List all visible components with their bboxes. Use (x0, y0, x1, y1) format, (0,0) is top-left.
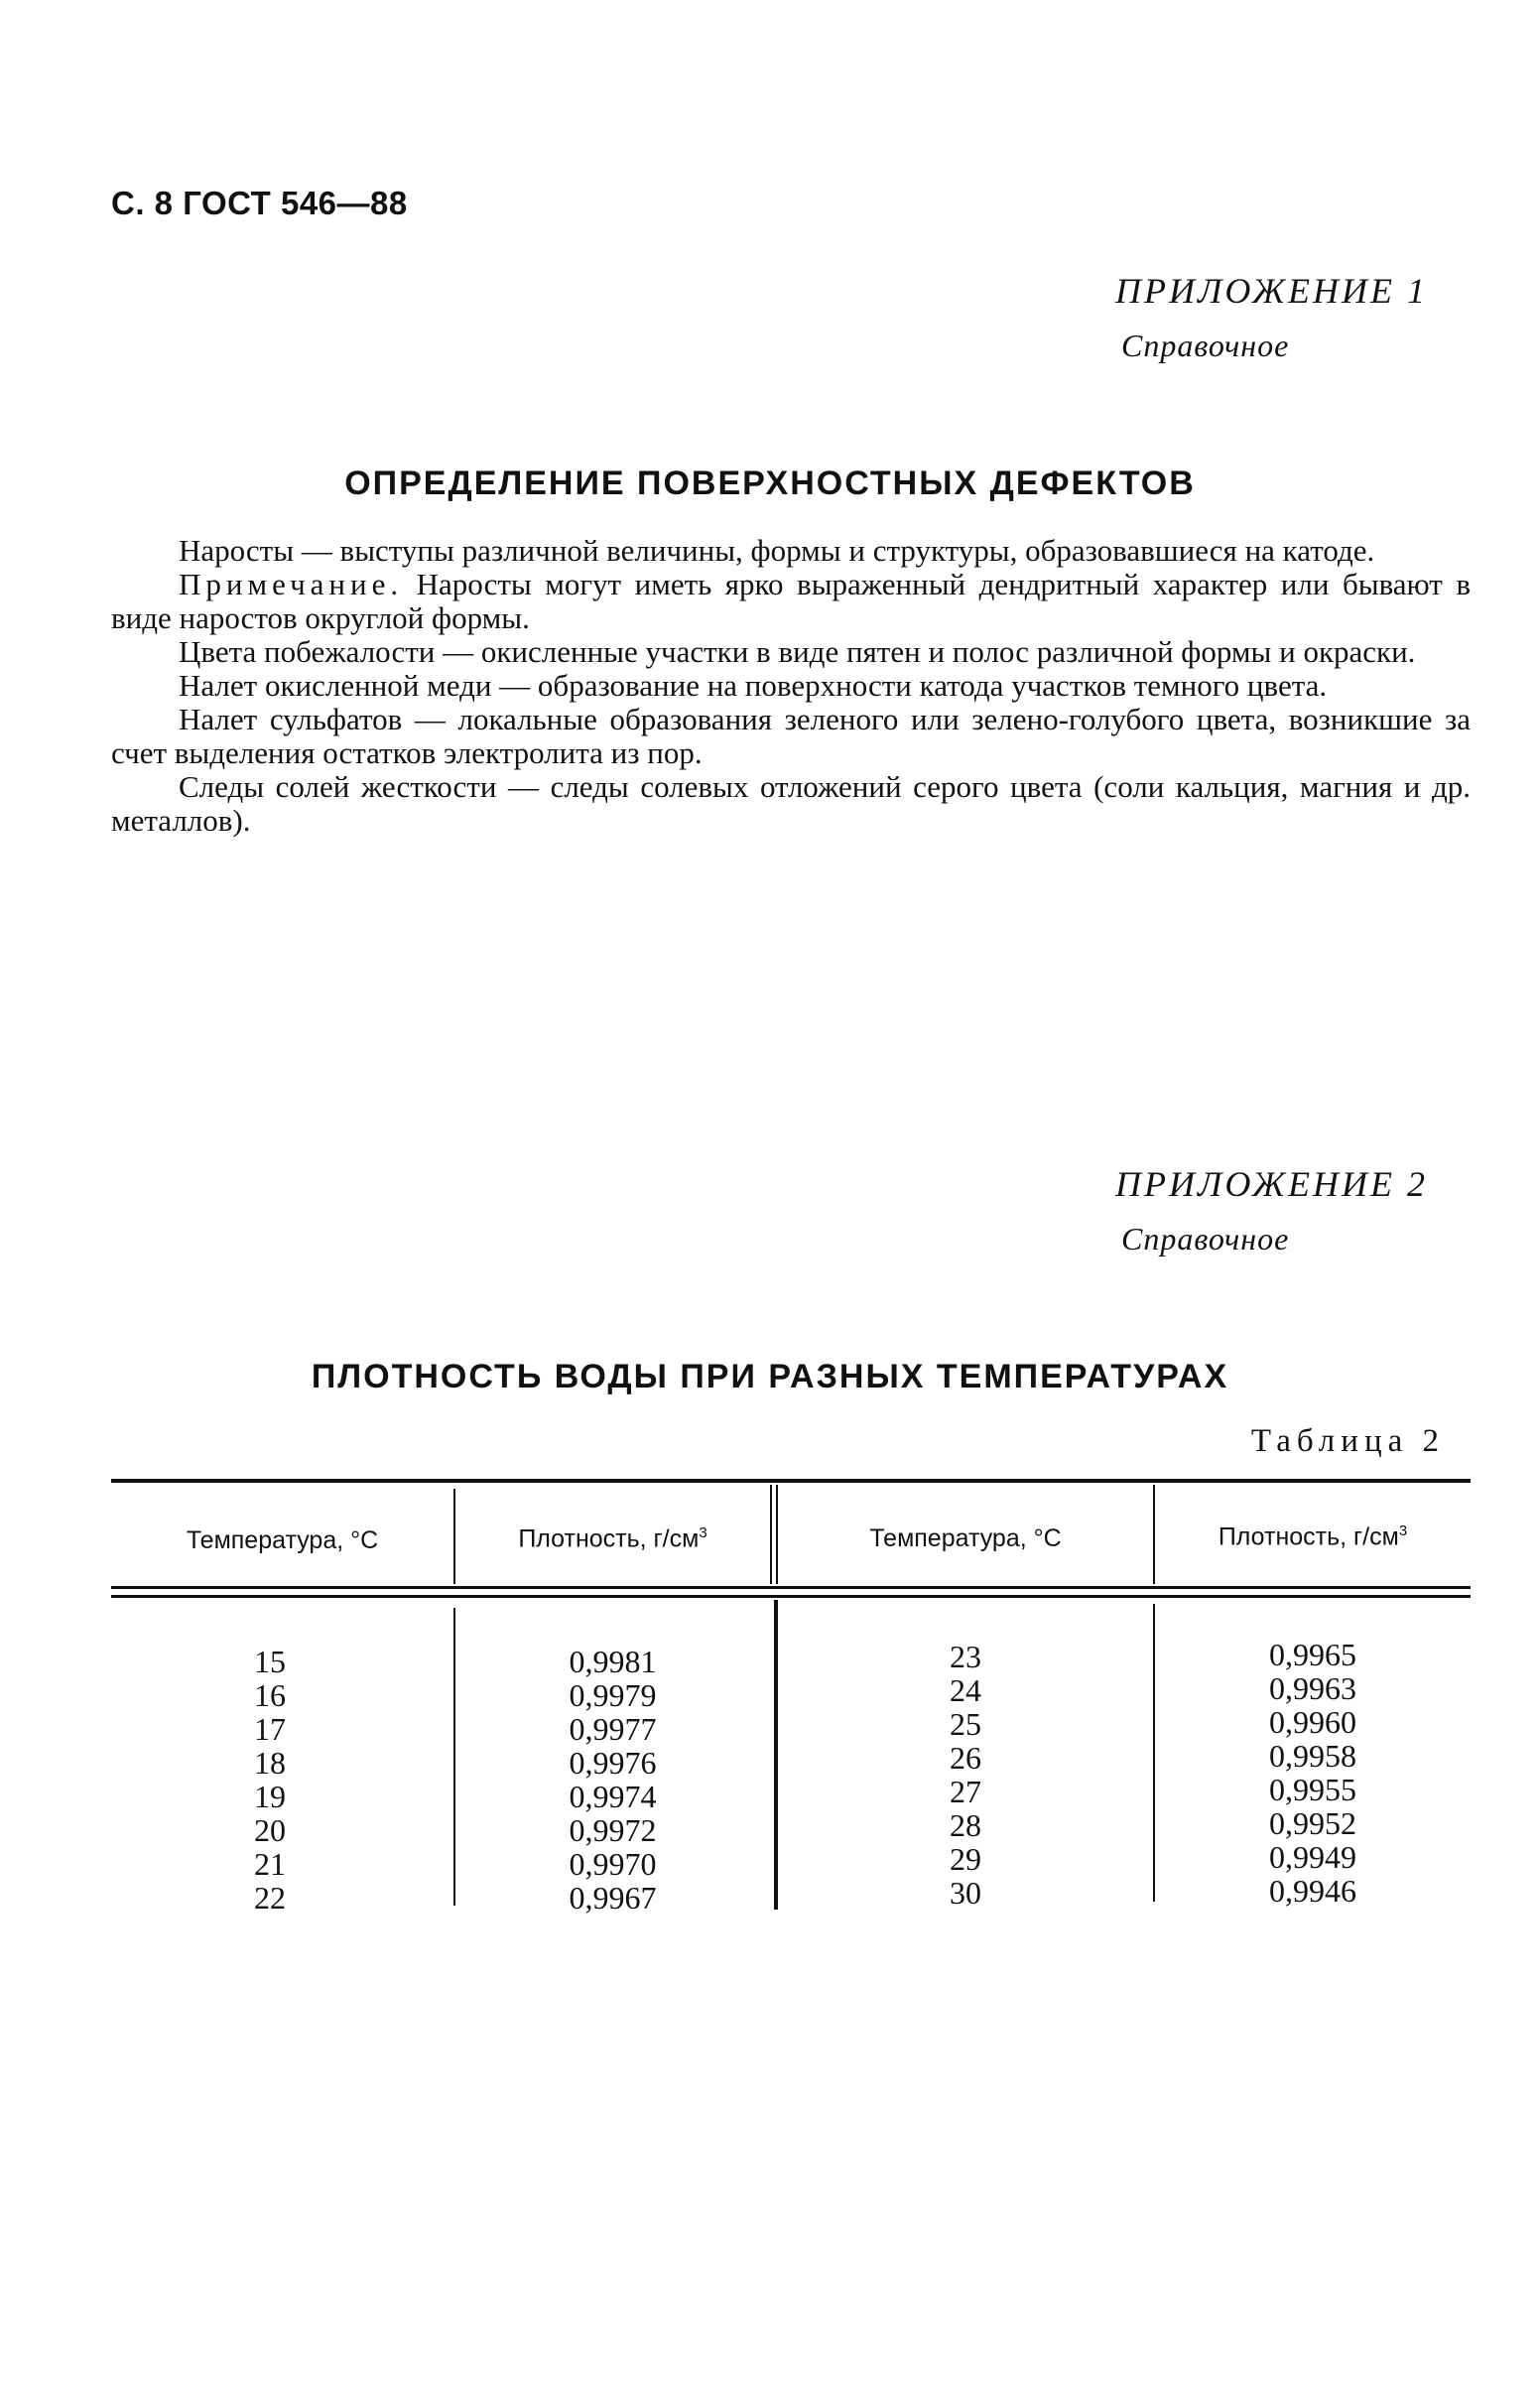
table-cell: 16 (254, 1677, 286, 1713)
appendix-2-subtitle: Справочное (1121, 1221, 1290, 1257)
definition-paragraph: Цвета побежалости — окисленные участки в виде пятен и полос различной формы и окраски. (179, 634, 1416, 669)
column-temperature-right (778, 1640, 1153, 1910)
table-cell: 27 (950, 1774, 981, 1809)
note-label: Примечание. (179, 567, 404, 601)
table-cell: 0,9955 (1269, 1772, 1356, 1807)
table-cell: 0,9967 (569, 1880, 657, 1916)
table-cell: 0,9960 (1269, 1704, 1356, 1740)
table-cell: 24 (950, 1672, 981, 1708)
table-cell: 0,9970 (569, 1846, 657, 1882)
table-cell: 0,9972 (569, 1812, 657, 1848)
column-temperature-left (111, 1645, 429, 1915)
table-cell: 0,9952 (1269, 1805, 1356, 1841)
appendix-1-heading: ОПРЕДЕЛЕНИЕ ПОВЕРХНОСТНЫХ ДЕФЕКТОВ (344, 464, 1196, 502)
table-cell: 0,9958 (1269, 1738, 1356, 1774)
table-cell: 18 (254, 1745, 286, 1781)
note-text: Наросты могут иметь ярко выраженный дендритный характер или бывают в виде наростов округлой формы. (111, 567, 1472, 635)
column-density-left (455, 1645, 770, 1915)
definition-paragraph: Налет сульфатов — локальные образования зеленого или зелено-голубого цвета, возникшие за счет выделения остатков электролита из пор. (111, 702, 1471, 770)
definition-paragraph: Наросты — выступы различной величины, формы и структуры, образовавшиеся на катоде. (179, 533, 1375, 568)
definition-paragraph: Следы солей жесткости — следы солевых отложений серого цвета (соли кальция, магния и др. металлов). (111, 769, 1471, 838)
running-head: С. 8 ГОСТ 546—88 (111, 185, 408, 221)
table-cell: 21 (254, 1846, 286, 1882)
table-cell: 0,9977 (569, 1711, 657, 1747)
header-density-left: Плотность, $г/см^3$ (518, 1524, 707, 1553)
table-cell: 17 (254, 1711, 286, 1747)
appendix-1-title: ПРИЛОЖЕНИЕ 1 (1115, 271, 1428, 311)
table-cell: 28 (950, 1807, 981, 1843)
definitions-text (111, 534, 1471, 838)
definition-paragraph: Налет окисленной меди — образование на поверхности катода участков темного цвета. (179, 668, 1328, 703)
table-cell: 0,9963 (1269, 1670, 1356, 1706)
table-cell: 26 (950, 1740, 981, 1776)
table-cell: 0,9949 (1269, 1839, 1356, 1875)
table-cell: 25 (950, 1706, 981, 1742)
table-cell: 19 (254, 1779, 286, 1814)
table-cell: 0,9946 (1269, 1873, 1356, 1909)
table-cell: 22 (254, 1880, 286, 1916)
table-cell: 0,9974 (569, 1779, 657, 1814)
appendix-1-subtitle: Справочное (1121, 328, 1290, 363)
table-cell: 23 (950, 1639, 981, 1674)
table-cell: 29 (950, 1841, 981, 1877)
note-paragraph (111, 568, 1471, 635)
header-density-right: Плотность, $г/см^3$ (1218, 1522, 1408, 1551)
appendix-2-title: ПРИЛОЖЕНИЕ 2 (1115, 1164, 1428, 1204)
header-temperature-right: Температура, °С (869, 1524, 1062, 1552)
table-caption: Таблица 2 (1250, 1423, 1445, 1459)
table-top-rule (111, 1479, 1471, 1483)
table-column-divider (770, 1485, 772, 1584)
table-header-rule-double (111, 1595, 1471, 1598)
table-cell: 0,9965 (1269, 1637, 1356, 1672)
table-header-rule (111, 1586, 1471, 1589)
table-cell: 0,9981 (569, 1644, 657, 1679)
table-cell: 30 (950, 1875, 981, 1911)
table-cell: 20 (254, 1812, 286, 1848)
appendix-2-heading: ПЛОТНОСТЬ ВОДЫ ПРИ РАЗНЫХ ТЕМПЕРАТУРАХ (311, 1358, 1229, 1395)
header-temperature-left: Температура, °С (186, 1526, 379, 1554)
table-cell: 15 (254, 1644, 286, 1679)
table-cell: 0,9976 (569, 1745, 657, 1781)
table-cell: 0,9979 (569, 1677, 657, 1713)
column-density-right (1155, 1638, 1471, 1908)
